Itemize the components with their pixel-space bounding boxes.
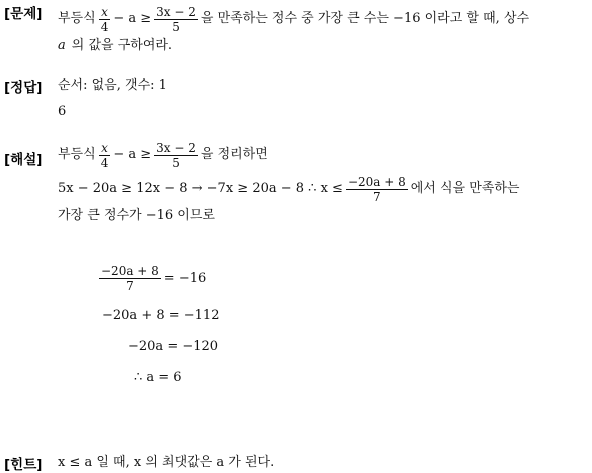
equation-3: −20a = −120 [128,339,219,354]
problem-text-mid: − a ≥ [113,11,152,26]
solution-fraction-c [346,175,408,204]
equation-1-rhs: = −16 [163,271,207,286]
fraction-numerator: 3x − 2 [156,4,196,19]
solution-line-2 [58,172,588,206]
solution-inequality-chain: 5x − 20a ≥ 12x − 8 → −7x ≥ 20a − 8 ∴ x ≤ [58,181,343,196]
solution-label: [해설] [4,152,43,168]
answer-content [58,76,588,122]
equation-1 [96,264,206,293]
solution-line-3: 가장 큰 정수가 −16 이므로 [58,208,215,223]
equation-2: −20a + 8 = −112 [102,308,220,323]
problem-text-post: 을 만족하는 정수 중 가장 큰 수는 −16 이라고 할 때, 상수 [200,11,530,26]
fraction-numerator: x [101,4,108,19]
fraction-denominator: 5 [172,19,180,34]
solution-text-mid: − a ≥ [113,147,152,162]
fraction-denominator: 4 [100,155,109,170]
fraction-numerator: x [101,140,108,155]
problem-fraction-a [99,5,111,34]
problem-content [58,2,588,56]
solution-fraction-b [154,141,198,170]
solution-text-post: 을 정리하면 [200,147,268,162]
problem-line-1 [58,2,588,36]
answer-meta: 순서: 없음, 갯수: 1 [58,78,167,93]
answer-value: 6 [58,104,67,119]
fraction-denominator: 4 [100,19,109,34]
equation-4: ∴ a = 6 [134,370,182,385]
hint-text: x ≤ a 일 때, x 의 최댓값은 a 가 된다. [58,455,275,470]
problem-text-line2: 의 값을 구하여라. [71,38,173,53]
answer-label: [정답] [4,80,43,96]
fraction-numerator: 3x − 2 [156,140,196,155]
problem-text-pre: 부등식 [58,11,96,26]
fraction-numerator: −20a + 8 [347,174,406,189]
hint-content [58,453,588,473]
equation-1-fraction [99,264,161,293]
fraction-denominator: 7 [373,189,381,204]
fraction-denominator: 5 [172,155,180,170]
solution-content [58,138,588,226]
variable-a: a [58,38,66,53]
solution-text-line2-post: 에서 식을 만족하는 [410,181,520,196]
problem-label: [문제] [4,6,43,22]
problem-fraction-b [154,5,198,34]
hint-label: [힌트] [4,457,43,473]
solution-text-pre: 부등식 [58,147,96,162]
solution-line-1 [58,138,588,172]
solution-fraction-a [99,141,111,170]
fraction-denominator: 7 [126,279,134,293]
fraction-numerator: −20a + 8 [101,264,159,278]
problem-line-2 [58,36,588,56]
